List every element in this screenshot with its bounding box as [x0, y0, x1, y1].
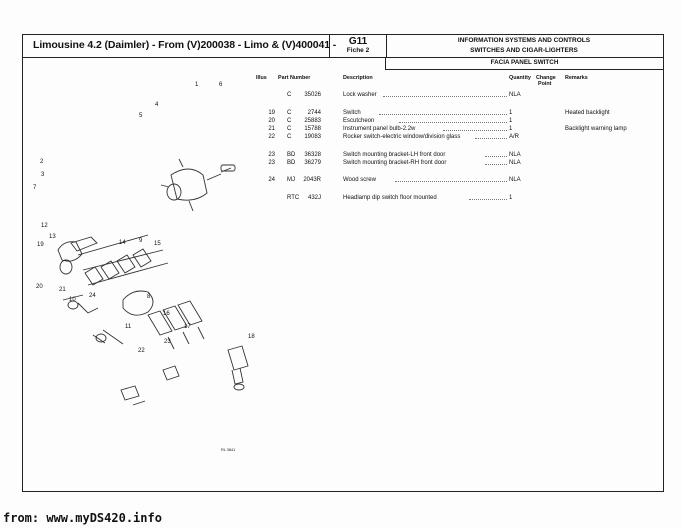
part-number: 15788: [304, 126, 321, 132]
part-number: 2744: [307, 110, 321, 116]
illus-number: 23: [268, 152, 275, 158]
part-group: C: [287, 110, 292, 116]
col-header-illus: Illus: [256, 75, 267, 81]
parts-sheet: [22, 34, 664, 492]
part-group: C: [287, 134, 292, 140]
callout-label: 12: [41, 223, 48, 229]
col-header-point: Point: [538, 81, 552, 87]
callout-label: 6: [219, 82, 223, 88]
part-description: Rocker switch-electric window/division glass: [343, 134, 461, 140]
sheet-header: [23, 35, 663, 58]
system-heading: [385, 35, 663, 58]
part-number: 35026: [304, 92, 321, 98]
part-number: 25883: [304, 118, 321, 124]
part-quantity: 1: [509, 118, 513, 124]
part-group: BD: [287, 152, 296, 158]
callout-label: 24: [89, 293, 96, 299]
callout-label: 16: [163, 311, 170, 317]
part-group: RTC: [287, 195, 300, 201]
col-header-change-point: [536, 75, 556, 87]
part-group: C: [287, 92, 292, 98]
leader-dots: [379, 114, 507, 115]
callout-label: 19: [37, 242, 44, 248]
leader-dots: [485, 156, 507, 157]
part-remarks: Backlight warning lamp: [565, 126, 627, 132]
system-heading-line2: SWITCHES AND CIGAR-LIGHTERS: [470, 47, 578, 54]
part-description: Switch: [343, 110, 361, 116]
part-description: Switch mounting bracket-RH front door: [343, 160, 447, 166]
part-number: 36279: [304, 160, 321, 166]
leader-dots: [395, 181, 507, 182]
illus-number: 21: [268, 126, 275, 132]
part-quantity: NLA: [509, 92, 521, 98]
part-number: 432J: [307, 195, 321, 201]
source-footer: from: www.myDS420.info: [3, 511, 162, 525]
leader-dots: [443, 130, 507, 131]
callout-label: 21: [59, 287, 66, 293]
part-quantity: A/R: [509, 134, 520, 140]
leader-dots: [485, 164, 507, 165]
illus-number: 22: [268, 134, 275, 140]
callout-label: 18: [248, 334, 255, 340]
diagram-ref: RL 3841: [221, 448, 236, 452]
part-group: C: [287, 126, 292, 132]
part-description: Instrument panel bulb-2.2w: [343, 126, 416, 132]
illus-number: 20: [268, 118, 275, 124]
illus-number: 19: [268, 110, 275, 116]
callout-label: 8: [147, 294, 151, 300]
part-description: Lock washer: [343, 92, 377, 98]
illus-number: 23: [268, 160, 275, 166]
callout-label: 9: [139, 238, 143, 244]
table-row: [23, 91, 665, 99]
illus-number: 24: [268, 177, 275, 183]
callout-label: 1: [195, 82, 199, 88]
part-number: 19083: [304, 134, 321, 140]
part-quantity: 1: [509, 126, 513, 132]
part-remarks: Heated backlight: [565, 110, 610, 116]
part-group: MJ: [287, 177, 295, 183]
callout-label: 13: [49, 234, 56, 240]
callout-label: 10: [69, 297, 76, 303]
part-description: Escutcheon: [343, 118, 375, 124]
table-row: [23, 117, 665, 125]
part-description: Wood screw: [343, 177, 376, 183]
col-header-part: Part Number: [278, 75, 311, 81]
part-number: 36328: [304, 152, 321, 158]
part-group: C: [287, 118, 292, 124]
leader-dots: [475, 138, 507, 139]
leader-dots: [383, 96, 507, 97]
part-group: BD: [287, 160, 296, 166]
part-quantity: NLA: [509, 160, 521, 166]
fiche-number: Fiche 2: [346, 47, 370, 54]
callout-label: 11: [125, 324, 132, 330]
section-code-box: [329, 35, 387, 57]
callout-label: 23: [164, 339, 171, 345]
callout-label: 17: [184, 324, 191, 330]
col-header-remarks: Remarks: [565, 75, 588, 81]
callout-label: 14: [119, 240, 126, 246]
callout-label: 2: [40, 159, 44, 165]
section-title: FACIA PANEL SWITCH: [385, 57, 663, 70]
callout-label: 15: [154, 241, 161, 247]
model-title: Limousine 4.2 (Daimler) - From (V)200038 - Limo & (V)400041 -: [33, 39, 337, 51]
col-header-description: Description: [343, 75, 373, 81]
system-heading-line1: INFORMATION SYSTEMS AND CONTROLS: [457, 37, 591, 44]
part-quantity: NLA: [509, 177, 521, 183]
table-row: [23, 109, 665, 117]
part-description: Headlamp dip switch floor mounted: [343, 195, 437, 201]
callout-label: 22: [138, 348, 145, 354]
callout-label: 5: [139, 113, 143, 119]
part-quantity: 1: [509, 110, 513, 116]
callout-label: 4: [155, 102, 159, 108]
col-header-quantity: Quantity: [509, 75, 531, 81]
part-quantity: NLA: [509, 152, 521, 158]
callout-label: 7: [33, 185, 37, 191]
callout-label: 3: [41, 172, 45, 178]
section-code: G11: [348, 36, 368, 47]
part-number: 2043R: [303, 177, 321, 183]
part-description: Switch mounting bracket-LH front door: [343, 152, 446, 158]
leader-dots: [399, 122, 507, 123]
col-header-change: Change: [536, 75, 556, 81]
leader-dots: [469, 199, 507, 200]
callout-label: 20: [36, 284, 43, 290]
part-quantity: 1: [509, 195, 513, 201]
